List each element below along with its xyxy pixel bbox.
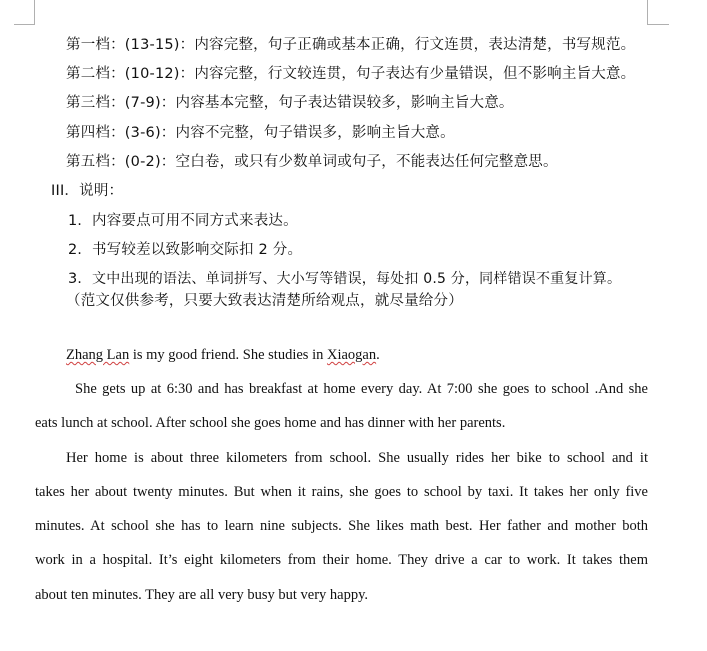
essay-p3-line-1: Her home is about three kilometers from school. She usually rides her bike to school and it	[66, 450, 648, 466]
note-number-2: 2.	[68, 242, 82, 258]
essay-name: Zhang Lan	[66, 347, 130, 363]
note-text-1: 内容要点可用不同方式来表达。	[92, 213, 298, 229]
essay-p3-line-4: work in a hospital. It’s eight kilometers from their home. They drive a car to work. It takes them	[35, 552, 648, 568]
essay-p1-mid: is my good friend. She studies in	[129, 347, 327, 363]
essay-p3-line-3: minutes. At school she has to learn nine subjects. She likes math best. Her father and mother both	[35, 518, 648, 534]
note-number-3: 3.	[68, 271, 82, 287]
page-corner-mark-left	[34, 0, 35, 24]
essay-p2-line-2: eats lunch at school. After school she goes home and has dinner with her parents.	[35, 415, 506, 431]
essay-place: Xiaogan	[326, 347, 377, 363]
sample-note: （范文仅供参考，只要大致表达清楚所给观点，就尽量给分）	[66, 293, 463, 309]
note-number-1: 1.	[68, 213, 82, 229]
note-text-3: 文中出现的语法、单词拼写、大小写等错误，每处扣 0.5 分，同样错误不重复计算。	[92, 271, 622, 287]
note-text-2: 书写较差以致影响交际扣 2 分。	[92, 242, 303, 258]
notes-heading: III．说明：	[51, 183, 124, 199]
grade-line-5: 第五档：(0-2)：空白卷，或只有少数单词或句子，不能表达任何完整意思。	[66, 154, 558, 170]
essay-p3-line-5: about ten minutes. They are all very busy but very happy.	[35, 587, 369, 603]
essay-paragraph-1	[66, 345, 380, 365]
grade-line-1: 第一档：(13-15)：内容完整，句子正确或基本正确，行文连贯，表达清楚，书写规范。	[66, 37, 636, 53]
page-corner-mark-right	[647, 0, 648, 24]
page-corner-mark-left-h	[14, 24, 35, 25]
essay-p1-end: .	[376, 347, 380, 363]
page-corner-mark-right-h	[647, 24, 669, 25]
grade-line-2: 第二档：(10-12)：内容完整，行文较连贯，句子表达有少量错误，但不影响主旨大意。	[66, 66, 636, 82]
essay-p3-line-2: takes her about twenty minutes. But when it rains, she goes to school by taxi. It takes her only five	[35, 484, 648, 500]
grade-line-4: 第四档：(3-6)：内容不完整，句子错误多，影响主旨大意。	[66, 125, 455, 141]
grade-line-3: 第三档：(7-9)：内容基本完整，句子表达错误较多，影响主旨大意。	[66, 95, 514, 111]
essay-p2-line-1: She gets up at 6:30 and has breakfast at home every day. At 7:00 she goes to school .And she	[75, 381, 648, 397]
